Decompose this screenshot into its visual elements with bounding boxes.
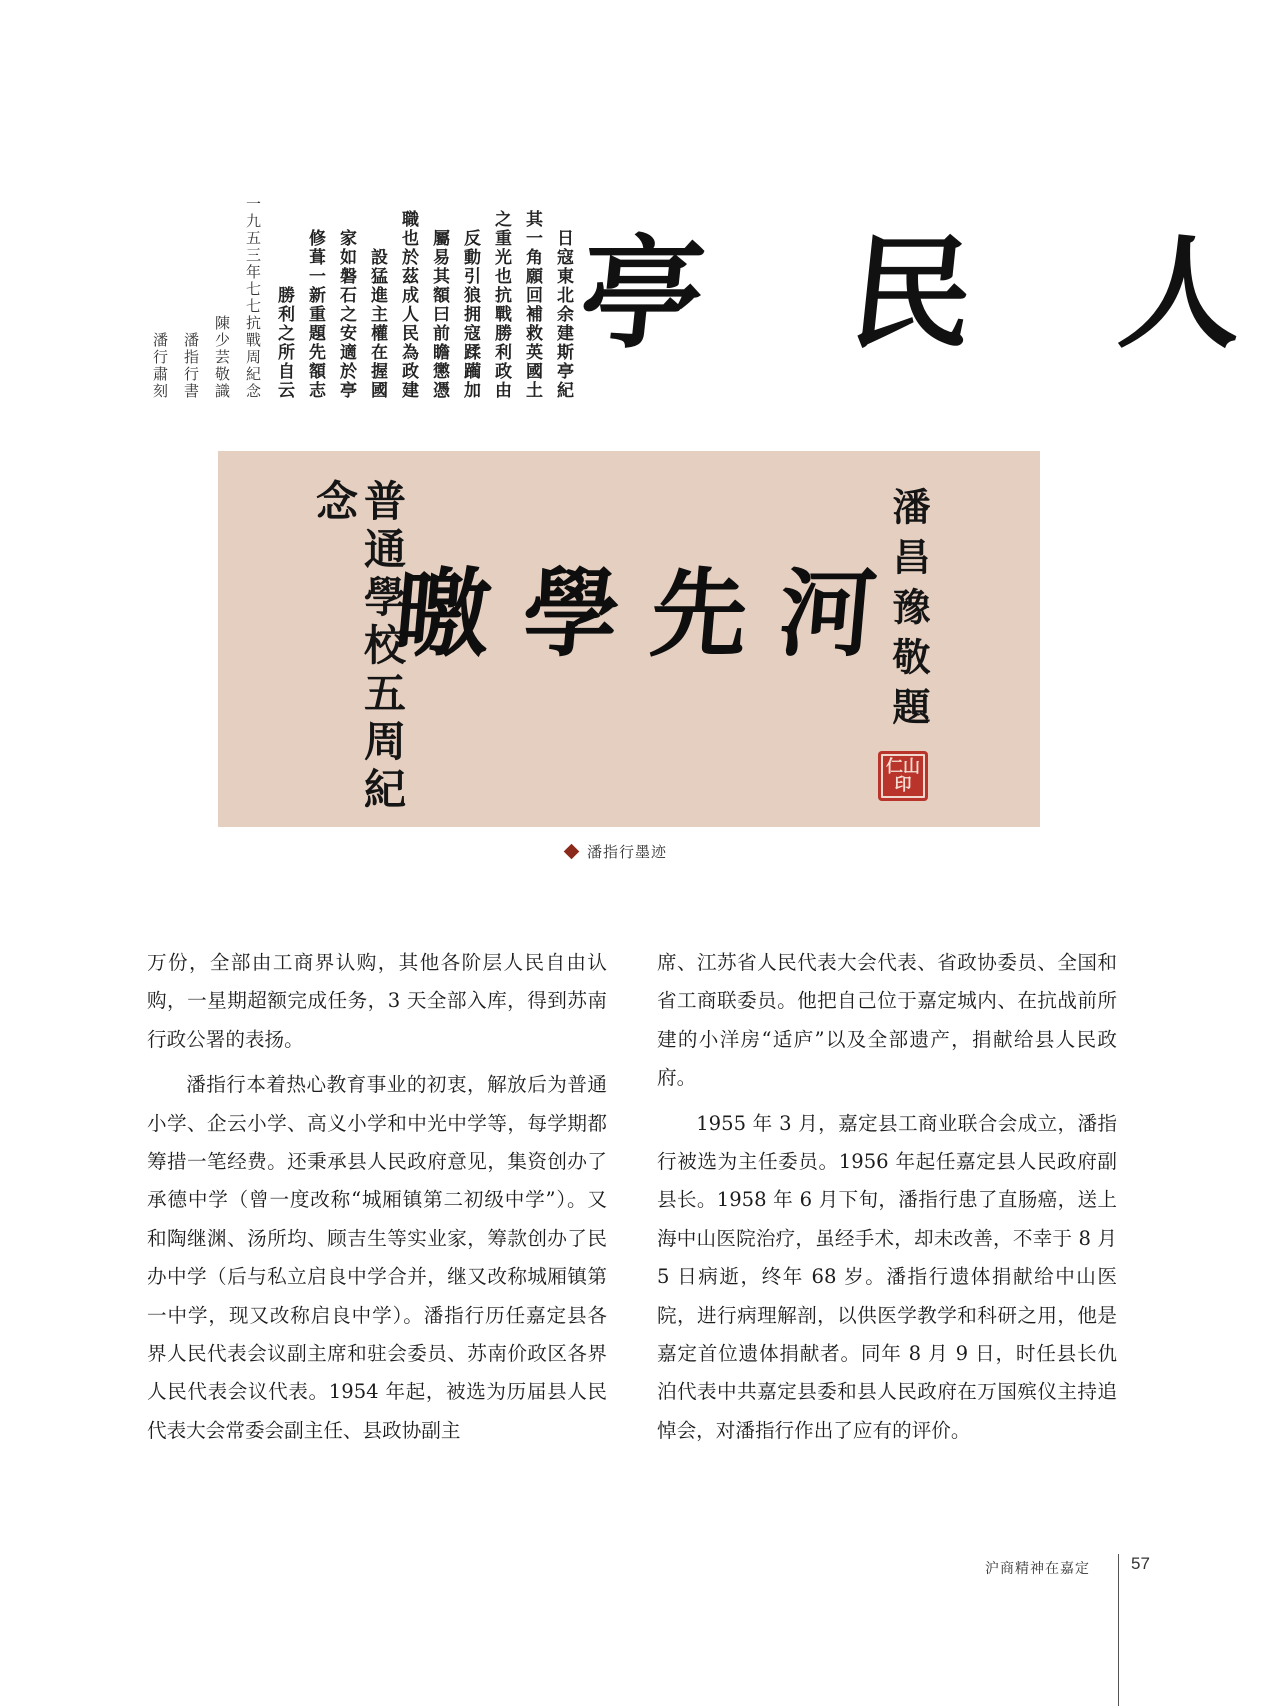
caption-text: 潘指行墨迹	[587, 842, 668, 861]
inscription-column: 職也於茲成人民為政建	[398, 210, 418, 400]
paragraph: 1955 年 3 月，嘉定县工商业联合会成立，潘指行被选为主任委员。1956 年起任嘉定县人民政府副县长。1958 年 6 月下旬，潘指行患了直肠癌，送上海中山医院治疗，虽经手术，却未改善，不幸于 8 月 5 日病逝，终年 68 岁。潘指行遗体捐献给中山医院，进行病理解剖，以供医学教学和科研之用，他是嘉定首位遗体捐献者。同年 8 月 9 日，时任县长仇泊代表中共嘉定县委和县人民政府在万国殡仪主持追悼会，对潘指行作出了应有的评价。	[657, 1111, 1117, 1442]
calligraphy-title	[573, 208, 1251, 365]
paragraph: 潘指行本着热心教育事业的初衷，解放后为普通小学、企云小学、高义小学和中光中学等，每学期都筹措一笔经费。还秉承县人民政府意见，集资创办了承德中学（曾一度改称“城厢镇第二初级中学”）。又和陶继渊、汤所均、顾吉生等实业家，筹款创办了民办中学（后与私立启良中学合并，继又改称城厢镇第一中学，现又改称启良中学）。潘指行历任嘉定县各界人民代表会议副主席和驻会委员、苏南价政区各界人民代表会议代表。1954 年起，被选为历届县人民代表大会常委会副主任、县政协副主	[147, 1073, 607, 1442]
calligraphy-char: 亭	[573, 220, 711, 365]
inscription-column: 設猛進主權在握國	[367, 248, 387, 400]
inscription-column: 其一角願回補救英國土	[522, 210, 542, 400]
inscription-carver: 潘行肅刻	[151, 332, 169, 400]
red-seal-stamp: 仁山印	[878, 751, 928, 801]
body-column-left	[147, 944, 607, 1457]
paragraph: 席、江苏省人民代表大会代表、省政协委员、全国和省工商联委员。他把自己位于嘉定城内、在抗战前所建的小洋房“适庐”以及全部遗产，捐献给县人民政府。	[657, 951, 1117, 1090]
inscription-column: 屬易其額曰前瞻懲憑	[429, 229, 449, 400]
plaque-char: 先	[646, 556, 753, 670]
inscription-column: 家如磐石之安適於亭	[336, 229, 356, 400]
inscription-columns	[151, 188, 574, 400]
plaque-main-text	[390, 541, 881, 671]
plaque-char: 學	[518, 556, 625, 670]
paragraph: 万份，全部由工商界认购，其他各阶层人民自由认购，一星期超额完成任务，3 天全部入库，得到苏南行政公署的表扬。	[147, 951, 607, 1051]
inscription-column: 之重光也抗戰勝利政由	[491, 210, 511, 400]
calligraphy-renmin-pavilion	[151, 188, 1251, 400]
inscription-column: 日寇東北余建斯亭紀	[553, 229, 573, 400]
plaque-left-inscription: 普通學校五周紀念	[310, 479, 407, 815]
inscription-column: 修葺一新重題先額志	[305, 229, 325, 400]
body-column-right	[657, 944, 1117, 1457]
calligraphy-heritage-plaque	[218, 451, 1040, 827]
inscription-date: 一九五三年七七抗戰周紀念	[244, 196, 262, 400]
footer-divider	[1118, 1554, 1119, 1706]
figure-caption	[566, 839, 667, 863]
inscription-author: 陳少芸敬識	[213, 315, 231, 400]
diamond-bullet-icon	[564, 843, 580, 859]
calligraphy-char: 人	[1113, 220, 1251, 365]
page-number: 57	[1131, 1554, 1150, 1573]
plaque-char: 曒	[390, 556, 497, 670]
plaque-char: 河	[774, 556, 881, 670]
inscription-column: 勝利之所自云	[274, 286, 294, 400]
plaque-right-inscription: 潘昌豫敬題	[886, 487, 931, 737]
calligraphy-char: 民	[843, 220, 981, 365]
inscription-column: 反動引狼拥寇蹂躏加	[460, 229, 480, 400]
inscription-writer: 潘指行書	[182, 332, 200, 400]
running-title: 沪商精神在嘉定	[985, 1561, 1090, 1577]
